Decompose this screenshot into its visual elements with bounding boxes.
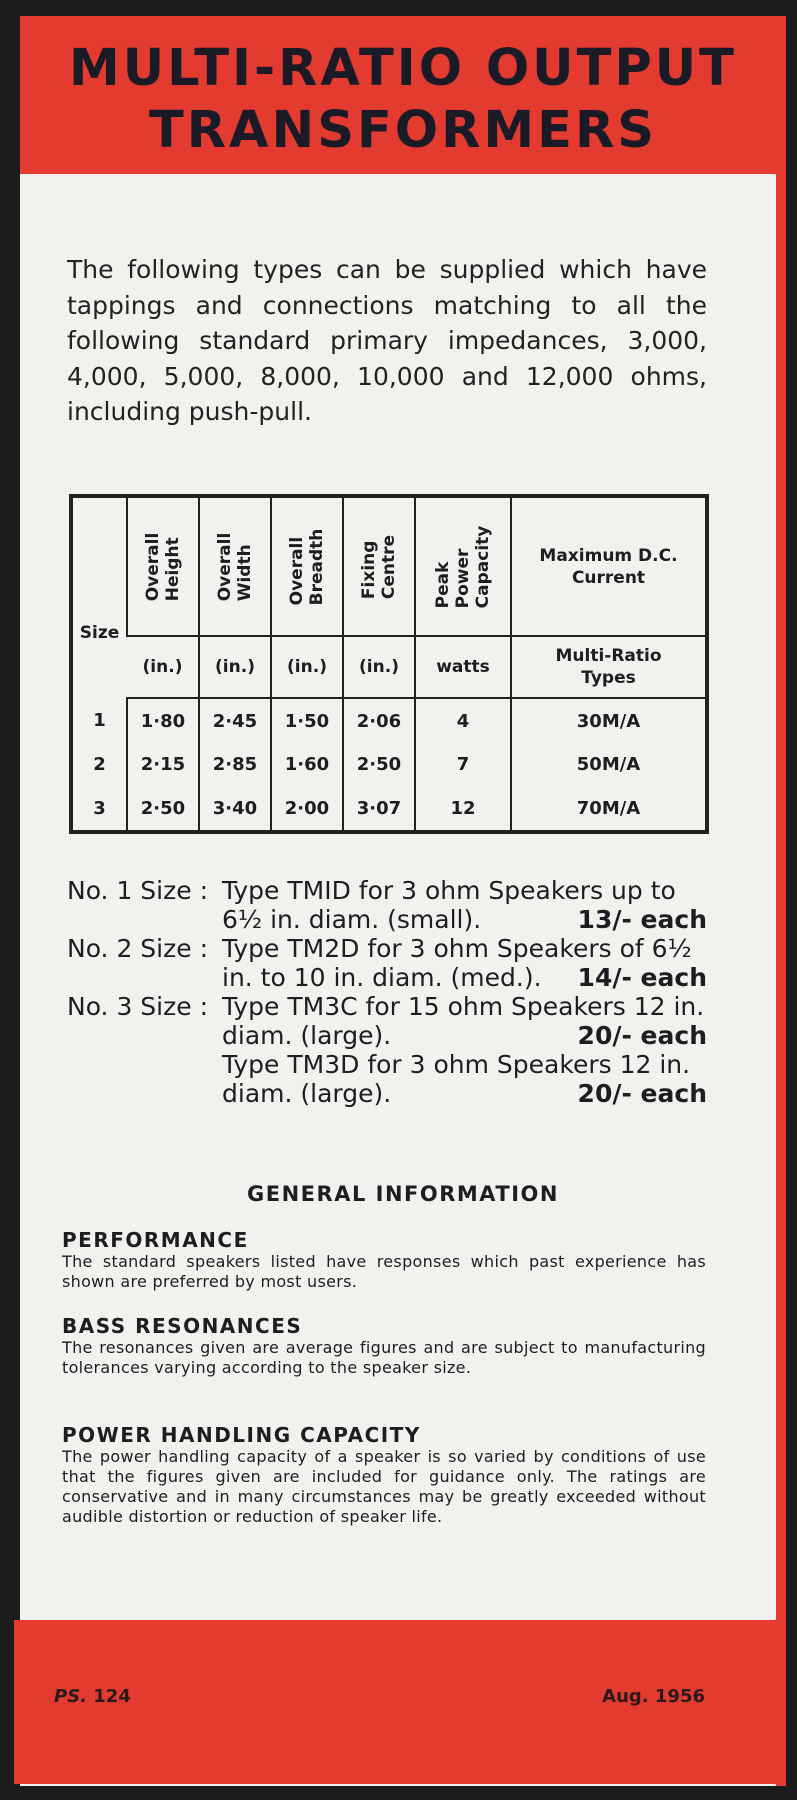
cell-height: 2·50 [127, 786, 199, 832]
power-handling-heading: POWER HANDLING CAPACITY [62, 1423, 421, 1447]
cell-centre: 2·06 [343, 698, 415, 743]
list-item [67, 992, 707, 1050]
bass-resonances-section [62, 1314, 706, 1378]
size-header: Size [79, 623, 120, 644]
type-price: 14/- each [577, 963, 707, 992]
type-line-1: Type TM2D for 3 ohm Speakers of 6½ [222, 934, 692, 963]
performance-section [62, 1228, 706, 1292]
bass-resonances-text: The resonances given are average figures and are subject to manufacturing tolerances varying according to the speaker size. [62, 1338, 706, 1377]
cell-size: 1 [93, 710, 106, 731]
cell-width: 2·85 [199, 743, 271, 787]
publication-date: Aug. 1956 [602, 1686, 705, 1707]
type-size-label: No. 1 Size : [67, 876, 208, 905]
col-header-width: Overall Width [199, 496, 271, 636]
unit-height: (in.) [127, 636, 199, 698]
cell-width: 2·45 [199, 698, 271, 743]
list-item [67, 876, 707, 934]
power-handling-text: The power handling capacity of a speaker is so varied by conditions of use that the figures given are included for guidance only. The ratings are conservative and in many circumstances may be greatly exceeded without audible distortion or reduction of speaker life. [62, 1447, 706, 1526]
col-header-height: Overall Height [127, 496, 199, 636]
bass-resonances-heading: BASS RESONANCES [62, 1314, 303, 1338]
list-item [67, 1050, 707, 1108]
col-header-centre: Fixing Centre [343, 496, 415, 636]
type-line-1: Type TM3D for 3 ohm Speakers 12 in. [222, 1050, 691, 1079]
performance-text: The standard speakers listed have responses which past experience has shown are preferred by most users. [62, 1252, 706, 1291]
table-units-row [71, 636, 707, 698]
cell-power: 7 [415, 743, 511, 787]
publication-code-prefix: PS. [54, 1686, 87, 1707]
type-size-label: No. 3 Size : [67, 992, 208, 1021]
publication-code-number: 124 [93, 1686, 131, 1707]
power-handling-section [62, 1423, 706, 1527]
title-line-2: TRANSFORMERS [149, 101, 657, 160]
publication-code [54, 1686, 131, 1707]
title-line-1: MULTI-RATIO OUTPUT [69, 39, 737, 98]
intro-paragraph: The following types can be supplied which have tappings and connections matching to all the following standard primary impedances, 3,000, 4,000, 5,000, 8,000, 10,000 and 12,000 ohms, including push-pull. [67, 255, 707, 426]
cell-centre: 2·50 [343, 743, 415, 787]
unit-power: watts [415, 636, 511, 698]
type-line-1: Type TMID for 3 ohm Speakers up to [222, 876, 676, 905]
col-header-dc: Maximum D.C. Current [511, 496, 707, 636]
table-header-row [71, 496, 707, 636]
page-title [20, 38, 786, 162]
type-price: 13/- each [577, 905, 707, 934]
unit-centre: (in.) [343, 636, 415, 698]
unit-dc: Multi-Ratio Types [511, 636, 707, 698]
type-price: 20/- each [577, 1079, 707, 1108]
cell-dc: 30M/A [511, 698, 707, 743]
table-row [71, 743, 707, 787]
table-row [71, 698, 707, 743]
cell-power: 4 [415, 698, 511, 743]
performance-heading: PERFORMANCE [62, 1228, 249, 1252]
cell-height: 1·80 [127, 698, 199, 743]
general-information-heading: GENERAL INFORMATION [247, 1182, 559, 1206]
transformer-types-list [67, 876, 707, 1108]
type-line-2: diam. (large). [222, 1079, 392, 1108]
type-line-1: Type TM3C for 15 ohm Speakers 12 in. [222, 992, 705, 1021]
unit-breadth: (in.) [271, 636, 343, 698]
cell-width: 3·40 [199, 786, 271, 832]
cell-size: 3 [93, 797, 106, 819]
type-line-2: diam. (large). [222, 1021, 392, 1050]
cell-breadth: 1·50 [271, 698, 343, 743]
list-item [67, 934, 707, 992]
cell-breadth: 2·00 [271, 786, 343, 832]
type-price: 20/- each [577, 1021, 707, 1050]
table-row [71, 786, 707, 832]
col-header-breadth: Overall Breadth [271, 496, 343, 636]
cell-dc: 50M/A [511, 743, 707, 787]
cell-centre: 3·07 [343, 786, 415, 832]
cell-breadth: 1·60 [271, 743, 343, 787]
cell-dc: 70M/A [511, 786, 707, 832]
cell-size: 2 [93, 754, 106, 776]
cell-power: 12 [415, 786, 511, 832]
type-size-label: No. 2 Size : [67, 934, 208, 963]
unit-width: (in.) [199, 636, 271, 698]
right-edge-strip [776, 16, 786, 1786]
col-header-power: Peak Power Capacity [415, 496, 511, 636]
type-line-2: 6½ in. diam. (small). [222, 905, 482, 934]
spec-table [69, 494, 709, 834]
type-line-2: in. to 10 in. diam. (med.). [222, 963, 542, 992]
cell-height: 2·15 [127, 743, 199, 787]
